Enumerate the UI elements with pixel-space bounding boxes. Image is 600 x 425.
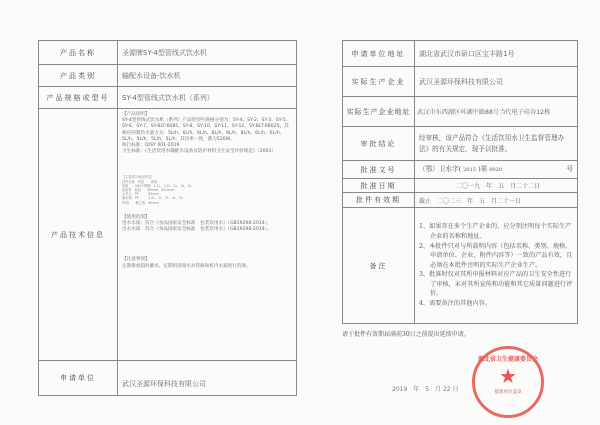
materials-row: 部件名称 材质 规格 xyxy=(122,179,158,184)
doc-prefix: （鄂）卫水字( xyxy=(419,164,462,173)
usage-title: 【使用范围】 xyxy=(122,214,150,220)
approval-table xyxy=(342,40,578,324)
note-item: 4、需要备注的其他内容。 xyxy=(419,300,491,308)
footer-note: 请于批件有效期届满前30日之前提出延续申请。 xyxy=(342,331,470,338)
maker-addr-label: 实际生产企业地址 xyxy=(343,97,415,127)
note-item: 2、本批件只对与所载明内容（包括名称、类别、规格、申请单位、企业、附件内容等）一致的产品有效，且必须在本批件注明的实际生产企业生产。 xyxy=(419,242,573,269)
usage-item: 进水水质：符合《食品国家安全标准 包装饮用水》（GB19298-2014）。 xyxy=(122,221,272,227)
materials xyxy=(122,175,292,204)
product-name-label: 产品名称 xyxy=(39,41,118,65)
maker-label: 实际生产企业 xyxy=(343,67,415,97)
seal-name: 湖北省卫生健康委员会 xyxy=(477,356,538,363)
valid-label: 批件有效期 xyxy=(343,193,415,208)
addr: 湖北省武汉市硚口区宝丰路1号 xyxy=(415,41,578,67)
official-seal xyxy=(472,346,544,418)
tech-info xyxy=(118,109,297,361)
conclusion: 经审核，该产品符合《生活饮用水卫生监督管理办法》的有关规定，现予以批准。 xyxy=(415,127,578,161)
model: SY-4型管线式饮水机（系列） xyxy=(118,87,297,109)
doc-suffix: 号 xyxy=(566,164,573,173)
desc-title: 【产品说明】 xyxy=(122,112,150,117)
notes-label: 备注 xyxy=(343,208,415,324)
date: 二〇一九 年 五 月二十二日 xyxy=(415,179,578,193)
valid-prefix: 截止 xyxy=(419,197,432,205)
valid-date: 二〇二三 年 五 月二十一日 xyxy=(437,197,522,205)
standard: 执行标准：Q/SY 001-2019 xyxy=(122,143,180,149)
materials-title: 【主要成分表(部件)】 xyxy=(122,175,154,180)
materials-row: 水龙头 PP Φ5mm xyxy=(122,192,159,197)
date-label: 批准日期 xyxy=(343,179,415,193)
note-item: 1、如果存在多个生产企业的，应分别注明每个实际生产企业的名称和地址。 xyxy=(419,223,572,240)
maker: 武汉圣源环保科技有限公司 xyxy=(415,67,578,97)
category-label: 产品类别 xyxy=(39,65,118,87)
doc-number xyxy=(415,161,578,179)
maker-addr: 武汉市东西湖区环湖中路88号当代电子硅谷12栋 xyxy=(415,97,578,127)
caution-text: 定期排放超时蓄水，定期用消毒水对管路和机内水箱进行消毒。 xyxy=(122,263,251,269)
materials-row: 热胆 304不锈钢 1.1L、1.2L、2L、4L、5L xyxy=(122,183,192,188)
doc-year: 2015 xyxy=(463,166,476,173)
notes xyxy=(415,208,578,324)
product-info-table xyxy=(38,40,297,396)
doc-mid: )第 xyxy=(478,164,488,173)
caution-title: 【注意事项】 xyxy=(122,257,150,263)
star-icon: ★ xyxy=(499,364,517,388)
tech-label: 产品技术信息 xyxy=(39,109,118,361)
materials-row: 储水桶 PP 1.2L、2L、3L、4L、5L xyxy=(122,196,183,201)
stamp-date: 2019 年 5 月 22 日 xyxy=(392,386,459,393)
usage-item: 出水水质：符合《食品国家安全标准 包装饮用水》（GB19298-2014）。 xyxy=(122,227,272,233)
desc-text: SY-4型管线式饮水机（系列）产品的型号规格分别为：SY-4、SY-2、SY-3、SY-5、SY-6、SY-7、SY-BLT-6085、SY-8、SY-10、SY-11、SY-12、SY-BLT-6B025，其相应的制热水量力为：5L/h、6L/h、6L/h、8L/h、8L/h、8L/h、6L/h、6L/h、5L/h、5L/h、5L/h、5L/h；其功率一致，都为520W。 xyxy=(122,118,291,142)
category: 输配水设备-饮水机 xyxy=(118,65,297,87)
materials-row: PE管 聚乙烯 Φ5mm xyxy=(122,200,159,205)
note-item: 3、批准时仅对其所申报材料对应产品的卫生安全性进行了审核，未对其所宣传和功能和其它质量问题进行评价。 xyxy=(419,271,573,298)
applicant-label: 申请单位 xyxy=(39,361,118,396)
applicant: 武汉圣源环保科技有限公司 xyxy=(118,361,297,396)
model-label: 产品规格或型号 xyxy=(39,87,118,109)
materials-row: 硅胶管 硅胶 Φ5mm、Φ11mm xyxy=(122,188,175,193)
doc-label: 批准文号 xyxy=(343,161,415,179)
seal-sub: 批准单位盖章 xyxy=(494,390,522,395)
addr-label: 申请单位地址 xyxy=(343,41,415,67)
hygiene-standard: 卫生标准：《生活饮用水输配水设备及防护材料卫生安全评价规范》（2001） xyxy=(122,149,277,155)
doc-no: 0020 xyxy=(489,166,503,173)
conclusion-label: 审批结论 xyxy=(343,127,415,161)
product-name: 圣源牌SY-4型管线式饮水机 xyxy=(118,41,297,65)
